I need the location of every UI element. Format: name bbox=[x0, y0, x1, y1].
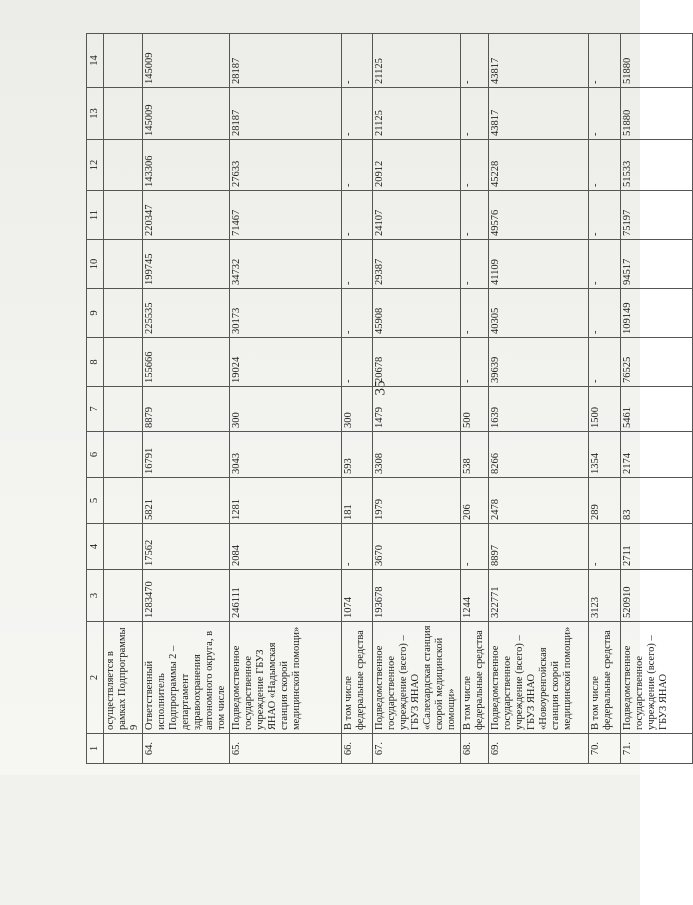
value-cell: 76525 bbox=[621, 338, 693, 387]
column-number-cell: 9 bbox=[87, 289, 104, 338]
row-name-cell: В том числе федеральные средства bbox=[589, 622, 621, 734]
value-cell: 27633 bbox=[230, 140, 342, 191]
value-cell: 109149 bbox=[621, 289, 693, 338]
value-cell: - bbox=[461, 34, 489, 88]
value-cell: - bbox=[589, 88, 621, 140]
value-cell: 20912 bbox=[373, 140, 461, 191]
row-number-cell: 65. bbox=[230, 734, 342, 764]
value-cell: 1979 bbox=[373, 478, 461, 524]
value-cell: - bbox=[461, 524, 489, 570]
page-number-text: 35 bbox=[372, 380, 389, 396]
value-cell: 71467 bbox=[230, 191, 342, 240]
value-cell: 45228 bbox=[489, 140, 589, 191]
value-cell: 199745 bbox=[143, 240, 230, 289]
value-cell: 206 bbox=[461, 478, 489, 524]
value-cell: 300 bbox=[230, 387, 342, 432]
value-cell: 16791 bbox=[143, 432, 230, 478]
value-cell: 322771 bbox=[489, 570, 589, 622]
value-cell: 538 bbox=[461, 432, 489, 478]
row-number-cell: 71. bbox=[621, 734, 693, 764]
value-cell: 43817 bbox=[489, 34, 589, 88]
value-cell: 520910 bbox=[621, 570, 693, 622]
value-cell: 75197 bbox=[621, 191, 693, 240]
column-number-cell: 1 bbox=[87, 734, 104, 764]
value-cell: 1500 bbox=[589, 387, 621, 432]
value-cell: 49576 bbox=[489, 191, 589, 240]
column-number-cell: 3 bbox=[87, 570, 104, 622]
column-number-cell: 13 bbox=[87, 88, 104, 140]
table-row bbox=[230, 34, 342, 764]
value-cell: 220347 bbox=[143, 191, 230, 240]
value-cell: 83 bbox=[621, 478, 693, 524]
table-row bbox=[489, 34, 589, 764]
table-row bbox=[589, 34, 621, 764]
value-cell: - bbox=[342, 289, 373, 338]
value-cell: - bbox=[342, 240, 373, 289]
value-cell: - bbox=[342, 88, 373, 140]
column-number-cell: 8 bbox=[87, 338, 104, 387]
value-cell: 30173 bbox=[230, 289, 342, 338]
value-cell: - bbox=[461, 88, 489, 140]
value-cell: 8897 bbox=[489, 524, 589, 570]
budget-table bbox=[86, 33, 693, 764]
value-cell: 41109 bbox=[489, 240, 589, 289]
table-row bbox=[143, 34, 230, 764]
value-cell bbox=[104, 88, 143, 140]
value-cell: 593 bbox=[342, 432, 373, 478]
value-cell: 51880 bbox=[621, 34, 693, 88]
value-cell: 1244 bbox=[461, 570, 489, 622]
row-name-cell: Подведомственное государственное учреждение ГБУЗ ЯНАО «Надымская станция скорой медицинской помощи» bbox=[230, 622, 342, 734]
table-row bbox=[104, 34, 143, 764]
value-cell: 193678 bbox=[373, 570, 461, 622]
table-row bbox=[461, 34, 489, 764]
row-name-cell: В том числе федеральные средства bbox=[461, 622, 489, 734]
row-name-cell: Подведомственное государственное учреждение (всего) – ГБУЗ ЯНАО «Салехардская станция скорой медицинской помощи» bbox=[373, 622, 461, 734]
row-number-cell: 69. bbox=[489, 734, 589, 764]
value-cell: 24107 bbox=[373, 191, 461, 240]
value-cell: 225535 bbox=[143, 289, 230, 338]
value-cell: - bbox=[461, 338, 489, 387]
value-cell: 3043 bbox=[230, 432, 342, 478]
value-cell: - bbox=[589, 240, 621, 289]
table-row bbox=[342, 34, 373, 764]
row-number-cell: 67. bbox=[373, 734, 461, 764]
value-cell: 1074 bbox=[342, 570, 373, 622]
value-cell: 1283470 bbox=[143, 570, 230, 622]
value-cell bbox=[104, 140, 143, 191]
value-cell: 246111 bbox=[230, 570, 342, 622]
value-cell: 51533 bbox=[621, 140, 693, 191]
row-name-cell: Подведомственное государственное учреждение (всего) – ГБУЗ ЯНАО bbox=[621, 622, 693, 734]
value-cell bbox=[104, 289, 143, 338]
value-cell: 39639 bbox=[489, 338, 589, 387]
value-cell: 3308 bbox=[373, 432, 461, 478]
value-cell: 28187 bbox=[230, 88, 342, 140]
value-cell: 143306 bbox=[143, 140, 230, 191]
value-cell: 155666 bbox=[143, 338, 230, 387]
row-number-cell: 64. bbox=[143, 734, 230, 764]
value-cell: - bbox=[589, 524, 621, 570]
value-cell: 181 bbox=[342, 478, 373, 524]
table-row bbox=[621, 34, 693, 764]
row-number-cell: 70. bbox=[589, 734, 621, 764]
value-cell: - bbox=[461, 289, 489, 338]
value-cell: 34732 bbox=[230, 240, 342, 289]
value-cell: 3670 bbox=[373, 524, 461, 570]
value-cell bbox=[104, 338, 143, 387]
table-row bbox=[373, 34, 461, 764]
row-number-cell: 68. bbox=[461, 734, 489, 764]
value-cell: 43817 bbox=[489, 88, 589, 140]
value-cell: - bbox=[589, 191, 621, 240]
value-cell: 17562 bbox=[143, 524, 230, 570]
value-cell: 21125 bbox=[373, 34, 461, 88]
value-cell: 8879 bbox=[143, 387, 230, 432]
row-number-cell bbox=[104, 734, 143, 764]
budget-table-wrapper bbox=[86, 34, 669, 764]
row-name-cell: В том числе федеральные средства bbox=[342, 622, 373, 734]
column-number-cell: 5 bbox=[87, 478, 104, 524]
value-cell: - bbox=[342, 338, 373, 387]
value-cell: 1479 bbox=[373, 387, 461, 432]
value-cell: 20678 bbox=[373, 338, 461, 387]
value-cell: 289 bbox=[589, 478, 621, 524]
column-number-cell: 10 bbox=[87, 240, 104, 289]
value-cell: 3123 bbox=[589, 570, 621, 622]
value-cell: - bbox=[461, 191, 489, 240]
value-cell: - bbox=[589, 289, 621, 338]
value-cell bbox=[104, 432, 143, 478]
column-number-cell: 7 bbox=[87, 387, 104, 432]
value-cell: 2478 bbox=[489, 478, 589, 524]
value-cell bbox=[104, 524, 143, 570]
value-cell: 300 bbox=[342, 387, 373, 432]
value-cell: 51880 bbox=[621, 88, 693, 140]
value-cell: 1354 bbox=[589, 432, 621, 478]
value-cell: - bbox=[342, 34, 373, 88]
row-name-cell: Ответственный исполнитель Подпрограммы 2 – департамент здравоохранения автономного округа, в том числе bbox=[143, 622, 230, 734]
column-number-cell: 14 bbox=[87, 34, 104, 88]
value-cell: 1639 bbox=[489, 387, 589, 432]
value-cell bbox=[104, 478, 143, 524]
value-cell bbox=[104, 387, 143, 432]
column-number-cell: 4 bbox=[87, 524, 104, 570]
value-cell: 2084 bbox=[230, 524, 342, 570]
value-cell: 28187 bbox=[230, 34, 342, 88]
value-cell bbox=[104, 570, 143, 622]
column-number-cell: 12 bbox=[87, 140, 104, 191]
value-cell: - bbox=[342, 524, 373, 570]
value-cell: 145009 bbox=[143, 88, 230, 140]
value-cell: - bbox=[342, 191, 373, 240]
row-number-cell: 66. bbox=[342, 734, 373, 764]
value-cell: - bbox=[342, 140, 373, 191]
value-cell bbox=[104, 34, 143, 88]
value-cell: - bbox=[589, 140, 621, 191]
value-cell: 2174 bbox=[621, 432, 693, 478]
value-cell: - bbox=[589, 34, 621, 88]
value-cell bbox=[104, 240, 143, 289]
value-cell bbox=[104, 191, 143, 240]
row-name-cell: осуществляется в рамках Подпрограммы 9 bbox=[104, 622, 143, 734]
value-cell: 2711 bbox=[621, 524, 693, 570]
value-cell: 29387 bbox=[373, 240, 461, 289]
value-cell: 94517 bbox=[621, 240, 693, 289]
column-number-row bbox=[87, 34, 104, 764]
row-name-cell: Подведомственное государственное учреждение (всего) – ГБУЗ ЯНАО «Новоуренгойская станция скорой медицинской помощи» bbox=[489, 622, 589, 734]
value-cell: 45908 bbox=[373, 289, 461, 338]
value-cell: 145009 bbox=[143, 34, 230, 88]
column-number-cell: 2 bbox=[87, 622, 104, 734]
value-cell: - bbox=[461, 140, 489, 191]
rotated-table bbox=[86, 34, 669, 764]
value-cell: 5461 bbox=[621, 387, 693, 432]
value-cell: - bbox=[589, 338, 621, 387]
value-cell: 40305 bbox=[489, 289, 589, 338]
value-cell: 500 bbox=[461, 387, 489, 432]
value-cell: - bbox=[461, 240, 489, 289]
value-cell: 1281 bbox=[230, 478, 342, 524]
column-number-cell: 11 bbox=[87, 191, 104, 240]
value-cell: 19024 bbox=[230, 338, 342, 387]
value-cell: 21125 bbox=[373, 88, 461, 140]
column-number-cell: 6 bbox=[87, 432, 104, 478]
value-cell: 5821 bbox=[143, 478, 230, 524]
value-cell: 8266 bbox=[489, 432, 589, 478]
